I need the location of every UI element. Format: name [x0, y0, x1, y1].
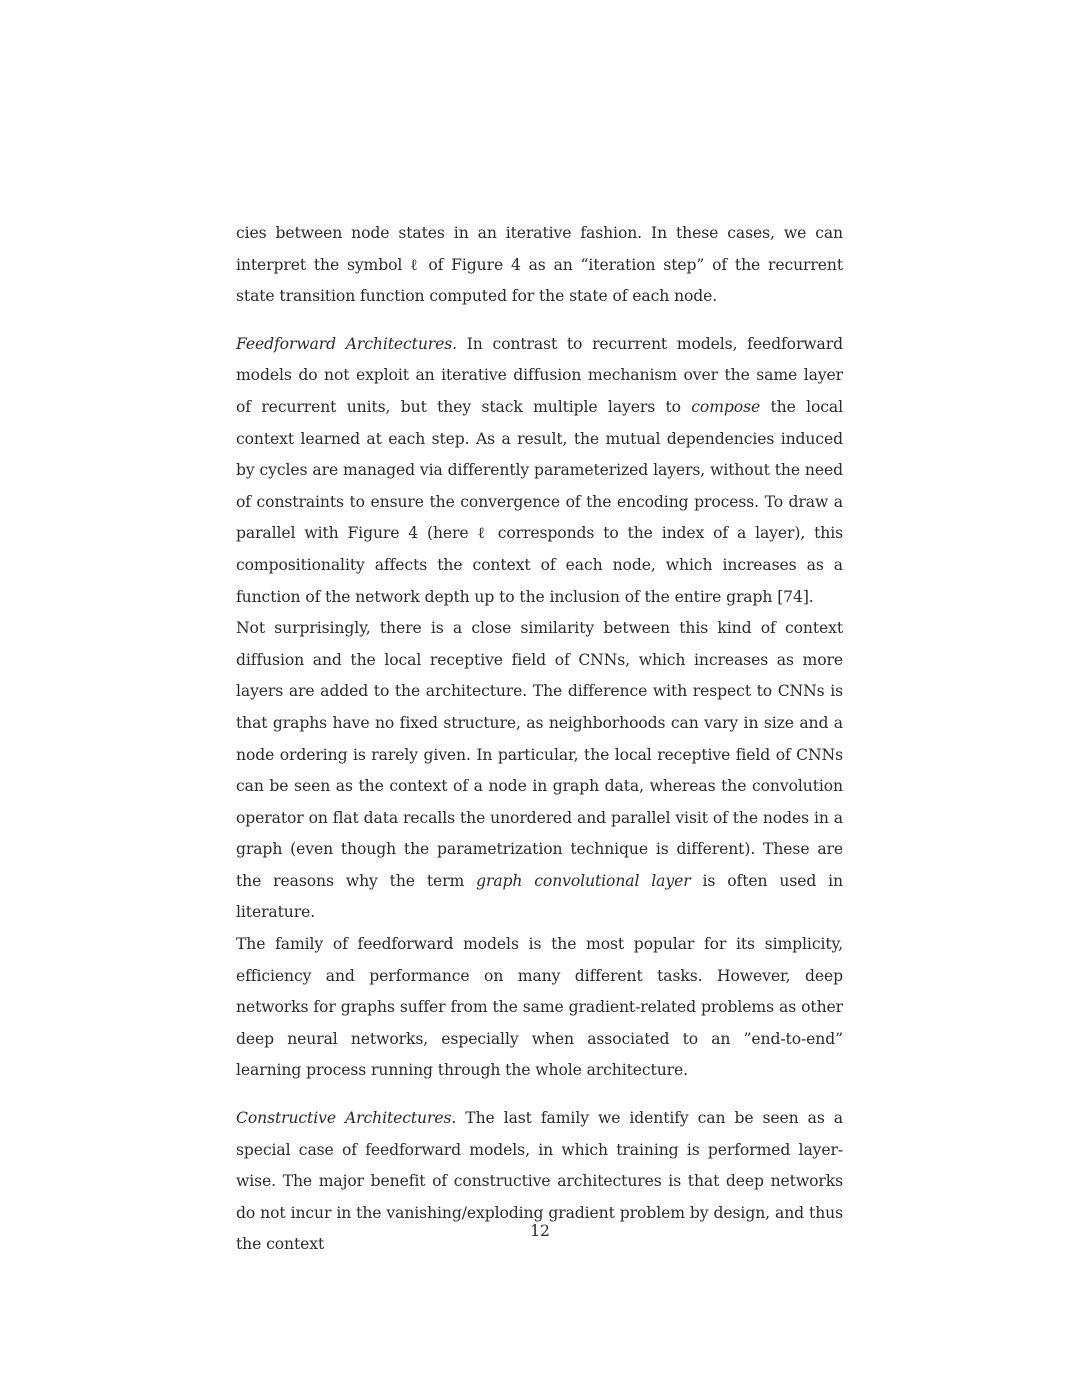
emphasis-compose: compose	[691, 397, 761, 416]
paragraph-cnn-similarity	[236, 613, 843, 929]
paragraph-text: is often used in literature.	[236, 871, 843, 922]
paragraph-text: cies between node states in an iterative fashion. In these cases, we can interpret the symbol ℓ of Figure 4 as an “iteration step” of the recurrent state transition function computed for the state of each node.	[236, 224, 843, 306]
page-number: 12	[530, 1222, 550, 1240]
paragraph-text: the local context learned at each step. As a result, the mutual dependencies induced by cycles are managed via differently parameterized layers, without the need of constraints to ensure the convergence of the encoding process. To draw a parallel with Figure 4 (here ℓ corresponds to the index of a layer), this compositionality affects the context of each node, which increases as a function of the network depth up to the inclusion of the entire graph [74].	[236, 397, 843, 606]
paragraph-recurrent-continuation	[236, 218, 843, 313]
paragraph-text: The family of feedforward models is the most popular for its simplicity, efficiency and performance on many different tasks. However, deep networks for graphs suffer from the same gradient-related problems as other deep neural networks, especially when associated to an ”end-to-end” learning process running through the whole architecture.	[236, 935, 843, 1080]
paragraph-feedforward-family	[236, 929, 843, 1087]
paragraph-text: The last family we identify can be seen as a special case of feedforward models, in which training is performed layer-wise. The major benefit of constructive architectures is that deep networks do not incur in the vanishing/exploding gradient problem by design, and thus the context	[236, 1109, 843, 1254]
section-heading-feedforward: Feedforward Architectures.	[236, 334, 457, 353]
emphasis-graph-convolutional-layer: graph convolutional layer	[476, 871, 691, 890]
section-heading-constructive: Constructive Architectures.	[236, 1109, 457, 1128]
paragraph-text: Not surprisingly, there is a close similarity between this kind of context diffusion and the local receptive field of CNNs, which increases as more layers are added to the architecture. The difference with respect to CNNs is that graphs have no fixed structure, as neighborhoods can vary in size and a node ordering is rarely given. In particular, the local receptive field of CNNs can be seen as the context of a node in graph data, whereas the convolution operator on flat data recalls the unordered and parallel visit of the nodes in a graph (even though the parametrization technique is different). These are the reasons why the term	[236, 619, 843, 890]
body-text	[236, 218, 843, 1261]
paragraph-text: In contrast to recurrent models, feedforward models do not exploit an iterative diffusion mechanism over the same layer of recurrent units, but they stack multiple layers to	[236, 334, 843, 416]
paragraph-feedforward	[236, 329, 843, 613]
